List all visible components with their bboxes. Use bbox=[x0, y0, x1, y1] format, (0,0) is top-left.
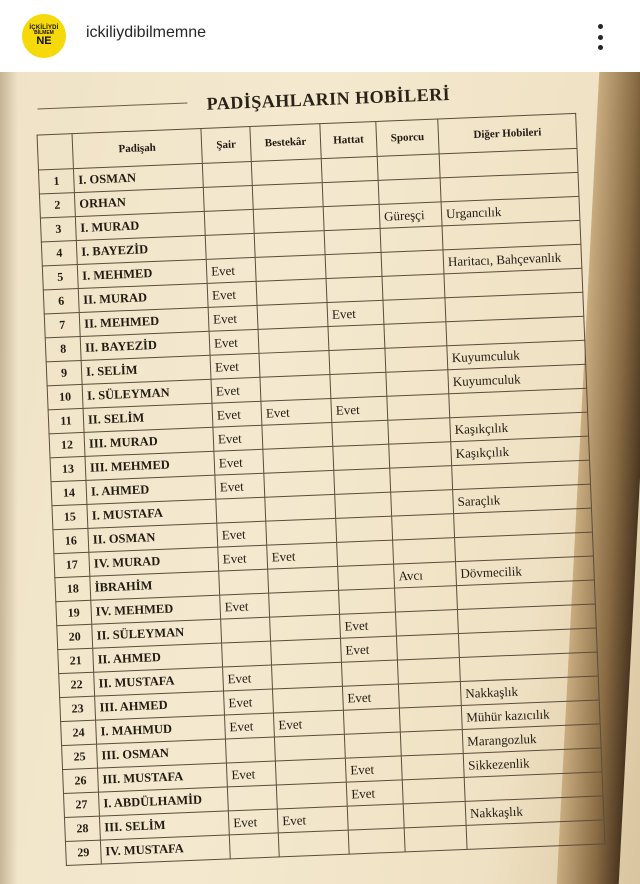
row-number: 4 bbox=[41, 241, 77, 266]
table-cell bbox=[254, 231, 325, 258]
table-cell bbox=[274, 734, 345, 761]
table-cell: Evet bbox=[212, 401, 262, 427]
table-cell bbox=[382, 274, 445, 300]
table-cell bbox=[271, 638, 342, 665]
table-cell bbox=[347, 804, 404, 830]
row-number: 22 bbox=[59, 672, 95, 697]
table-cell bbox=[326, 276, 383, 302]
table-cell bbox=[216, 497, 266, 523]
table-cell: Evet bbox=[218, 545, 268, 571]
table-cell bbox=[396, 634, 459, 660]
row-number: 27 bbox=[64, 792, 100, 817]
sultan-name: I. OSMAN bbox=[73, 163, 203, 192]
row-number: 17 bbox=[54, 552, 90, 577]
avatar-text-1: İÇKİLİYDİ bbox=[29, 25, 59, 31]
table-cell bbox=[323, 204, 380, 230]
sultan-name: II. SÜLEYMAN bbox=[92, 619, 222, 648]
avatar-text-2: BİLMEM bbox=[34, 30, 54, 36]
row-number: 14 bbox=[51, 480, 87, 505]
table-cell bbox=[466, 820, 605, 850]
table-cell bbox=[404, 825, 467, 851]
table-cell: Evet bbox=[217, 521, 267, 547]
table-cell bbox=[381, 250, 444, 276]
row-number: 23 bbox=[60, 696, 96, 721]
table-cell bbox=[202, 161, 252, 187]
table-cell bbox=[348, 828, 405, 854]
row-number: 11 bbox=[48, 408, 84, 433]
table-cell: Nakkaşlık bbox=[465, 796, 604, 826]
row-number: 8 bbox=[45, 336, 81, 361]
table-cell bbox=[322, 180, 379, 206]
row-number: 7 bbox=[44, 313, 80, 338]
table-cell: Evet bbox=[327, 300, 384, 326]
table-cell bbox=[339, 588, 396, 614]
sultan-name: IV. MURAD bbox=[89, 547, 219, 576]
table-cell bbox=[266, 518, 337, 545]
table-cell bbox=[401, 753, 464, 779]
table-cell bbox=[222, 641, 272, 667]
table-cell bbox=[252, 183, 323, 210]
table-cell: Evet bbox=[346, 780, 403, 806]
row-number: 26 bbox=[63, 768, 99, 793]
table-body bbox=[38, 148, 604, 865]
table-cell bbox=[276, 782, 347, 809]
hobbies-table bbox=[37, 113, 606, 866]
table-cell bbox=[385, 346, 448, 372]
table-cell bbox=[395, 610, 458, 636]
sultan-name: I. MURAD bbox=[75, 211, 205, 240]
column-header: Padişah bbox=[72, 128, 202, 168]
table-cell: Kaşıkçılık bbox=[451, 436, 590, 466]
sultan-name: II. SELİM bbox=[83, 403, 213, 432]
table-cell bbox=[272, 662, 343, 689]
table-cell: Kaşıkçılık bbox=[450, 412, 589, 442]
page-title: PADİŞAHLARIN HOBİLERİ bbox=[206, 83, 451, 114]
table-cell: Evet bbox=[341, 636, 398, 662]
row-number: 13 bbox=[50, 456, 86, 481]
sultan-name: III. SELİM bbox=[99, 811, 229, 840]
table-cell: Evet bbox=[224, 713, 274, 739]
table-cell bbox=[251, 159, 322, 186]
row-number: 21 bbox=[58, 648, 94, 673]
sultan-name: IV. MUSTAFA bbox=[100, 835, 230, 864]
table-cell: Evet bbox=[226, 761, 276, 787]
table-cell: Evet bbox=[213, 425, 263, 451]
table-cell bbox=[260, 375, 331, 402]
table-cell bbox=[258, 327, 329, 354]
row-number: 16 bbox=[53, 528, 89, 553]
table-cell: Evet bbox=[206, 257, 256, 283]
table-cell: Avcı bbox=[394, 562, 457, 588]
row-number: 20 bbox=[57, 624, 93, 649]
table-cell bbox=[257, 303, 328, 330]
row-number: 9 bbox=[46, 360, 82, 385]
table-cell bbox=[256, 279, 327, 306]
row-number: 5 bbox=[42, 265, 78, 290]
row-number: 24 bbox=[61, 720, 97, 745]
table-cell bbox=[395, 586, 458, 612]
sultan-name: İBRAHİM bbox=[90, 571, 220, 600]
column-header: Şair bbox=[201, 127, 251, 164]
table-cell bbox=[335, 492, 392, 518]
table-cell bbox=[400, 729, 463, 755]
table-cell bbox=[392, 514, 455, 540]
column-header: Bestekâr bbox=[250, 124, 321, 162]
table-cell bbox=[324, 228, 381, 254]
table-cell bbox=[377, 154, 440, 180]
table-cell bbox=[402, 777, 465, 803]
table-cell: Evet bbox=[340, 612, 397, 638]
table-cell bbox=[399, 705, 462, 731]
avatar[interactable] bbox=[22, 14, 66, 58]
sultan-name: I. BAYEZİD bbox=[76, 235, 206, 264]
table-cell bbox=[338, 564, 395, 590]
table-cell: Evet bbox=[267, 542, 338, 569]
table-cell bbox=[383, 298, 446, 324]
table-cell: Evet bbox=[261, 398, 332, 425]
sultan-name: II. MUSTAFA bbox=[94, 667, 224, 696]
sultan-name: I. MAHMUD bbox=[96, 715, 226, 744]
table-cell: Evet bbox=[210, 353, 260, 379]
table-cell bbox=[398, 682, 461, 708]
avatar-text-3: NE bbox=[36, 35, 52, 47]
row-number: 3 bbox=[40, 217, 76, 242]
table-cell bbox=[344, 732, 401, 758]
table-cell bbox=[341, 660, 398, 686]
table-cell: Evet bbox=[223, 665, 273, 691]
post-photo bbox=[0, 72, 640, 884]
table-cell bbox=[325, 252, 382, 278]
table-cell: Evet bbox=[214, 449, 264, 475]
table-cell bbox=[387, 394, 450, 420]
table-cell bbox=[343, 708, 400, 734]
table-cell: Kuyumculuk bbox=[447, 340, 586, 370]
table-cell bbox=[337, 540, 394, 566]
table-cell: Evet bbox=[211, 377, 261, 403]
sultan-name: I. SÜLEYMAN bbox=[82, 379, 212, 408]
table-cell bbox=[330, 372, 387, 398]
sultan-name: III. MUSTAFA bbox=[98, 763, 228, 792]
table-cell: Saraçlık bbox=[453, 484, 592, 514]
table-cell bbox=[384, 322, 447, 348]
post-header bbox=[0, 0, 640, 72]
table-cell: Evet bbox=[215, 473, 265, 499]
table-cell bbox=[265, 494, 336, 521]
table-cell bbox=[225, 737, 275, 763]
table-cell: Marangozluk bbox=[462, 724, 601, 754]
row-number: 2 bbox=[39, 193, 75, 218]
username-link[interactable]: ickiliydibilmemne bbox=[86, 24, 207, 41]
table-cell bbox=[332, 420, 389, 446]
sultan-name: III. OSMAN bbox=[97, 739, 227, 768]
row-number: 1 bbox=[38, 169, 74, 194]
table-cell bbox=[391, 490, 454, 516]
table-cell: Dövmecilik bbox=[456, 556, 595, 586]
table-cell bbox=[221, 617, 271, 643]
row-number: 19 bbox=[56, 600, 92, 625]
table-cell bbox=[336, 516, 393, 542]
table-cell bbox=[397, 658, 460, 684]
table-cell bbox=[264, 470, 335, 497]
column-header: Hattat bbox=[320, 121, 377, 158]
column-header: Diğer Hobileri bbox=[438, 113, 577, 154]
table-cell bbox=[253, 207, 324, 234]
row-number: 6 bbox=[43, 289, 79, 314]
column-header: Sporcu bbox=[376, 119, 439, 156]
sultan-name: II. AHMED bbox=[93, 643, 223, 672]
table-cell bbox=[334, 468, 391, 494]
table-cell bbox=[388, 418, 451, 444]
sultan-name: II. OSMAN bbox=[88, 523, 218, 552]
table-cell bbox=[255, 255, 326, 282]
table-cell bbox=[263, 446, 334, 473]
sultan-name: I. MUSTAFA bbox=[87, 499, 217, 528]
sultan-name: I. MEHMED bbox=[77, 259, 207, 288]
table-cell: Evet bbox=[224, 689, 274, 715]
row-number: 12 bbox=[49, 432, 85, 457]
table-cell bbox=[393, 538, 456, 564]
table-cell bbox=[278, 830, 349, 857]
table-cell bbox=[262, 422, 333, 449]
table-cell bbox=[329, 348, 386, 374]
sultan-name: II. MEHMED bbox=[79, 307, 209, 336]
table-cell bbox=[259, 351, 330, 378]
sultan-name: II. BAYEZİD bbox=[80, 331, 210, 360]
table-cell bbox=[268, 566, 339, 593]
table-cell bbox=[203, 185, 253, 211]
table-cell: Evet bbox=[345, 756, 402, 782]
sultan-name: III. AHMED bbox=[95, 691, 225, 720]
table-cell bbox=[272, 686, 343, 713]
table-cell bbox=[270, 614, 341, 641]
table-cell: Evet bbox=[209, 329, 259, 355]
table-cell bbox=[275, 758, 346, 785]
table-cell: Urgancılık bbox=[441, 196, 580, 226]
row-number: 10 bbox=[47, 384, 83, 409]
table-cell bbox=[386, 370, 449, 396]
table-cell: Sikkezenlik bbox=[463, 748, 602, 778]
sultan-name: IV. MEHMED bbox=[91, 595, 221, 624]
sultan-name: I. SELİM bbox=[81, 355, 211, 384]
sultan-name: II. MURAD bbox=[78, 283, 208, 312]
table-cell bbox=[403, 801, 466, 827]
table-cell bbox=[269, 590, 340, 617]
more-options-icon[interactable] bbox=[590, 22, 610, 52]
sultan-name: ORHAN bbox=[74, 187, 204, 216]
column-header bbox=[37, 134, 73, 170]
row-number: 25 bbox=[62, 744, 98, 769]
table-cell: Kuyumculuk bbox=[448, 364, 587, 394]
table-cell: Evet bbox=[277, 806, 348, 833]
table-cell bbox=[378, 178, 441, 204]
table-cell bbox=[389, 442, 452, 468]
table-cell: Mühür kazıcılık bbox=[461, 700, 600, 730]
table-cell: Evet bbox=[273, 710, 344, 737]
table-cell bbox=[204, 209, 254, 235]
row-number: 28 bbox=[64, 816, 100, 841]
row-number: 29 bbox=[65, 840, 101, 865]
table-cell: Evet bbox=[331, 396, 388, 422]
table-cell bbox=[333, 444, 390, 470]
table-cell bbox=[380, 226, 443, 252]
table-cell bbox=[229, 833, 279, 859]
table-cell: Güreşçi bbox=[379, 202, 442, 228]
table-cell: Haritacı, Bahçevanlık bbox=[443, 244, 582, 274]
row-number: 15 bbox=[52, 504, 88, 529]
table-cell: Nakkaşlık bbox=[460, 676, 599, 706]
table-cell bbox=[321, 156, 378, 182]
table-cell bbox=[390, 466, 453, 492]
table-cell bbox=[219, 569, 269, 595]
table-cell: Evet bbox=[208, 305, 258, 331]
sultan-name: I. ABDÜLHAMİD bbox=[98, 787, 228, 816]
book-page bbox=[23, 72, 640, 884]
table-cell: Evet bbox=[220, 593, 270, 619]
table-cell bbox=[328, 324, 385, 350]
table-cell: Evet bbox=[207, 281, 257, 307]
table-cell: Evet bbox=[342, 684, 399, 710]
table-cell bbox=[227, 785, 277, 811]
sultan-name: III. MEHMED bbox=[85, 451, 215, 480]
sultan-name: I. AHMED bbox=[86, 475, 216, 504]
table-cell bbox=[205, 233, 255, 259]
sultan-name: III. MURAD bbox=[84, 427, 214, 456]
row-number: 18 bbox=[55, 576, 91, 601]
table-cell: Evet bbox=[228, 809, 278, 835]
